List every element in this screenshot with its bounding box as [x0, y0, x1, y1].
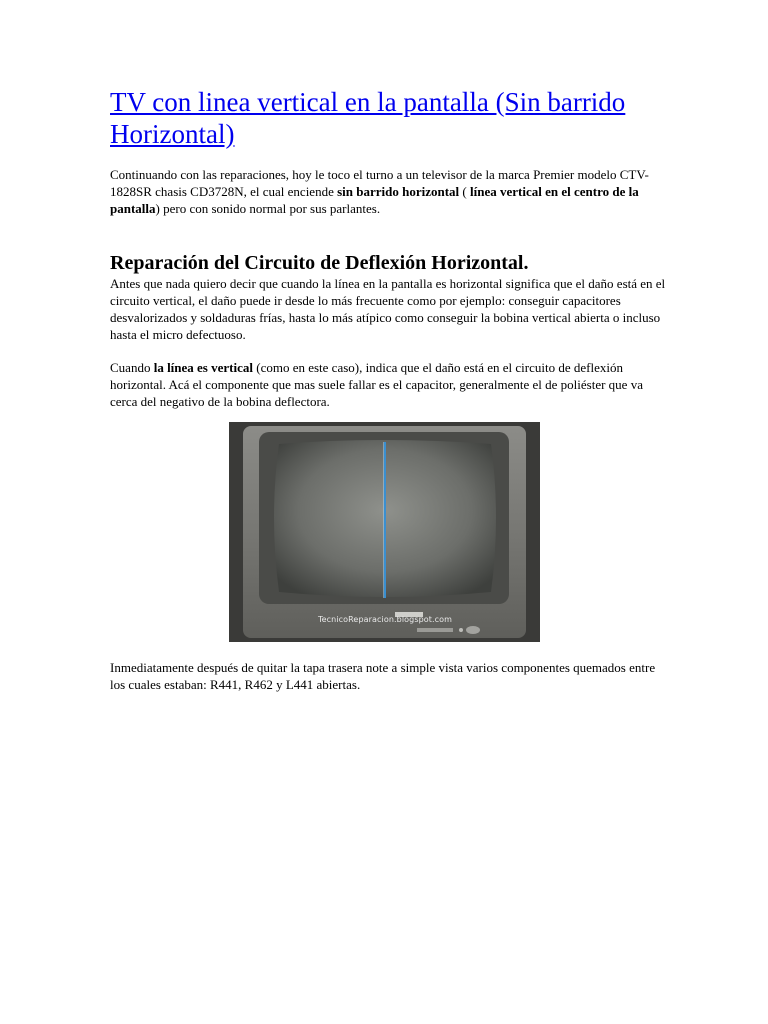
- tv-illustration: [229, 422, 540, 642]
- vertical-line: [384, 442, 386, 598]
- paragraph-2-text-1: Cuando: [110, 360, 154, 375]
- photo-watermark: TecnicoReparacion.blogspot.com: [318, 615, 453, 624]
- front-buttons: [417, 628, 453, 632]
- article-title-link[interactable]: TV con linea vertical en la pantalla (Sin barrido Horizontal): [110, 87, 626, 149]
- paragraph-2: [110, 359, 666, 410]
- intro-bold-2: línea vertical en el centro de la pantalla: [110, 184, 639, 216]
- intro-bold-1: sin barrido horizontal: [337, 184, 460, 199]
- intro-text-1: Continuando con las reparaciones, hoy le toco el turno a un televisor de la marca Premier modelo CTV-1828SR chasis CD3728N, el cual enciende: [110, 167, 649, 199]
- section-heading: Reparación del Circuito de Deflexión Horizontal.: [110, 252, 529, 274]
- tv-photo: [229, 422, 540, 642]
- paragraph-1: Antes que nada quiero decir que cuando la línea en la pantalla es horizontal significa que el daño está en el circuito vertical, el daño puede ir desde lo más frecuente como por ejemplo: conseguir capacitores desvalorizados y soldaduras frías, hasta lo más atípico como conseguir la bobina vertical abierta o incluso hasta el micro defectuoso.: [110, 276, 666, 342]
- power-led-icon: [459, 628, 463, 632]
- intro-paragraph: [110, 166, 666, 217]
- power-button: [466, 626, 480, 634]
- intro-text-2: (: [459, 184, 471, 199]
- paragraph-2-bold: la línea es vertical: [153, 360, 253, 375]
- paragraph-2-text-2: (como en este caso), indica que el daño está en el circuito de deflexión horizontal. Acá el componente que mas suele fallar es el capacitor, generalmente el de poliéster que va cerca del negativo de la bobina deflectora.: [110, 360, 643, 409]
- paragraph-3: Inmediatamente después de quitar la tapa trasera note a simple vista varios componentes quemados entre los cuales estaban: R441, R462 y L441 abiertas.: [110, 660, 656, 692]
- vertical-line-glow: [383, 442, 384, 598]
- intro-text-3: ) pero con sonido normal por sus parlantes.: [155, 201, 381, 216]
